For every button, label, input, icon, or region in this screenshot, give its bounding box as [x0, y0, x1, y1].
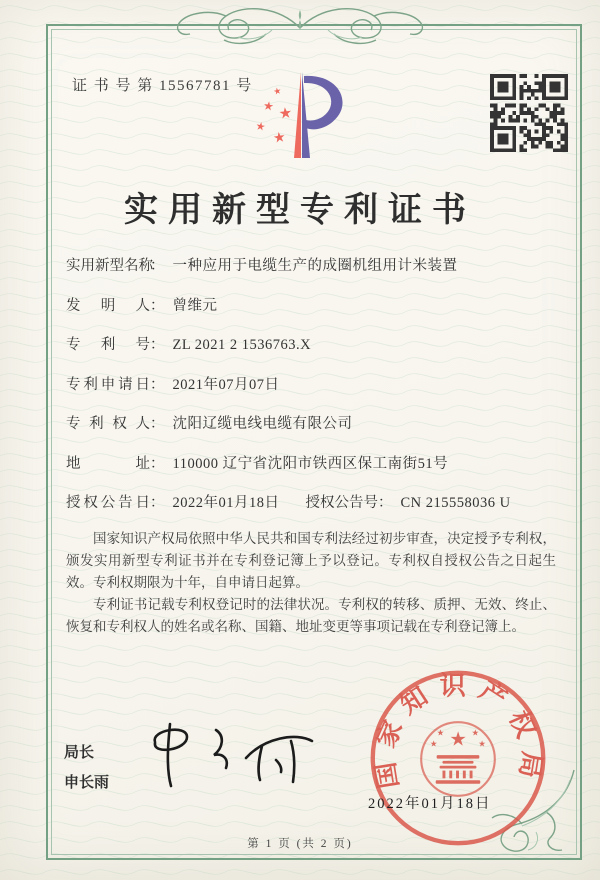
field-row	[66, 333, 560, 357]
national-emblem-icon	[421, 722, 495, 796]
logo-star: ★	[272, 85, 283, 97]
signoff-title: 局长	[64, 744, 95, 761]
signoff-block	[64, 738, 109, 798]
field-colon: ：	[150, 337, 165, 353]
grant-row	[66, 491, 560, 515]
field-label: 实用新型名称	[66, 258, 153, 274]
grant-date-label: 授权公告日	[66, 495, 150, 511]
field-value: 曾维元	[172, 297, 218, 314]
field-value: 一种应用于电缆生产的成圈机组用计米装置	[172, 258, 458, 274]
emblem-star: ★	[429, 738, 438, 749]
logo-spike-purple	[302, 72, 310, 158]
field-value: 沈阳辽缆电线电缆有限公司	[172, 416, 353, 432]
signature-icon	[128, 710, 328, 798]
logo-star: ★	[254, 120, 267, 134]
emblem-star: ★	[436, 727, 445, 738]
paragraph: 国家知识产权局依照中华人民共和国专利法经过初步审查，决定授予专利权，颁发实用新型专利证书并在专利登记簿上予以登记。专利权自授权公告之日起生效。专利权期限为十年，自申请日起算。	[66, 531, 556, 590]
signoff-name: 申长雨	[64, 774, 110, 791]
emblem-star: ★	[449, 729, 467, 751]
field-label: 发明人	[66, 297, 150, 314]
field-row	[66, 294, 560, 318]
paragraph: 专利证书记载专利权登记时的法律状况。专利权的转移、质押、无效、终止、恢复和专利权人的姓名或名称、国籍、地址变更等事项记载在专利登记簿上。	[66, 597, 556, 634]
logo-star: ★	[272, 130, 287, 147]
field-label: 专利号	[66, 337, 150, 353]
fields-block	[66, 254, 560, 531]
page-footer: 第 1 页 (共 2 页)	[247, 838, 353, 850]
top-flourish-icon	[160, 4, 440, 50]
field-value: 2021年07月07日	[172, 376, 280, 393]
logo-spike-red	[294, 72, 301, 158]
field-colon: ：	[150, 416, 165, 432]
field-label: 地址	[66, 455, 150, 472]
qr-code	[490, 74, 568, 152]
field-colon: ：	[150, 258, 165, 274]
field-label: 专利权人	[66, 416, 150, 432]
seal-date: 2022年01月18日	[368, 796, 492, 812]
logo-star: ★	[262, 98, 275, 114]
official-seal-icon	[366, 666, 550, 850]
field-value: 110000 辽宁省沈阳市铁西区保工南街51号	[172, 455, 449, 472]
field-colon: ：	[150, 455, 165, 472]
field-colon: ：	[150, 376, 165, 393]
grant-no-label: 授权公告号	[305, 495, 378, 511]
certificate-number: 证 书 号 第 15567781 号	[72, 78, 253, 94]
flourish-bud	[299, 10, 301, 30]
certificate-title: 实用新型专利证书	[124, 192, 476, 229]
legal-text	[66, 528, 556, 638]
logo-star: ★	[278, 105, 294, 123]
field-row	[66, 452, 560, 476]
field-value: ZL 2021 2 1536763.X	[172, 337, 312, 353]
emblem-star: ★	[471, 727, 480, 738]
emblem-star: ★	[478, 738, 487, 749]
grant-no-value: CN 215558036 U	[400, 495, 511, 511]
field-row	[66, 254, 560, 278]
field-row	[66, 373, 560, 397]
cnipa-logo-icon	[242, 62, 358, 166]
field-row	[66, 412, 560, 436]
seal-text: 国家知识产权局	[369, 671, 547, 791]
field-colon: ：	[378, 495, 393, 511]
grant-date-value: 2022年01月18日	[172, 495, 280, 511]
field-colon: ：	[150, 495, 165, 511]
logo-p-bowl	[304, 76, 343, 129]
field-label: 专利申请日	[66, 376, 150, 393]
field-colon: ：	[150, 297, 165, 314]
